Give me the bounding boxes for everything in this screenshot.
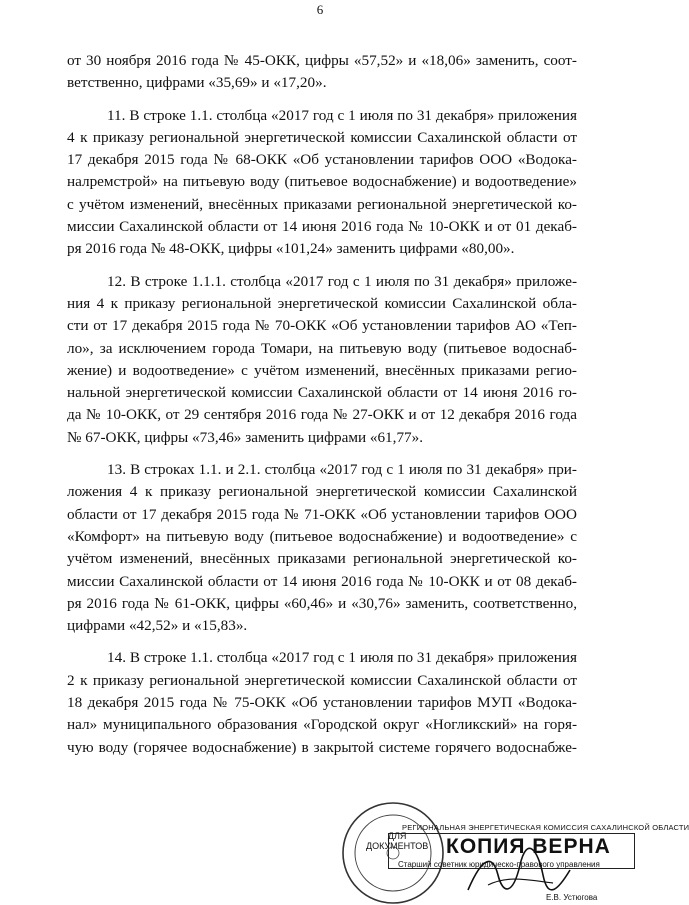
text-line: нальной энергетической комиссии Сахалинской области от 14 июня 2016 го- bbox=[67, 384, 577, 402]
text-line: ря 2016 года № 61-ОКК, цифры «60,46» и «30,76» заменить, соответственно, bbox=[67, 594, 577, 612]
text-line: 18 декабря 2015 года № 75-ОКК «Об установлении тарифов МУП «Водока- bbox=[67, 694, 577, 712]
paragraph-continuation bbox=[67, 50, 577, 95]
text-line: учётом изменений, внесённых приказами региональной энергетической ко- bbox=[67, 550, 577, 568]
certification-stamp bbox=[338, 795, 689, 905]
text-line: 4 к приказу региональной энергетической комиссии Сахалинской области от bbox=[67, 128, 577, 146]
paragraph-11 bbox=[67, 105, 577, 261]
signature-icon bbox=[458, 845, 578, 900]
text-line: 2 к приказу региональной энергетической комиссии Сахалинской области от bbox=[67, 671, 577, 689]
text-line: 13. В строках 1.1. и 2.1. столбца «2017 год с 1 июля по 31 декабря» при- bbox=[107, 461, 577, 479]
text-line: 17 декабря 2015 года № 68-ОКК «Об установлении тарифов ООО «Водока- bbox=[67, 151, 577, 169]
stamp-position: Старший советник юридическо-правового управления bbox=[398, 860, 600, 869]
page-number: 6 bbox=[316, 2, 324, 17]
text-line: № 67-ОКК, цифры «73,46» заменить цифрами «61,77». bbox=[67, 428, 424, 446]
text-line: сти от 17 декабря 2015 года № 70-ОКК «Об установлении тарифов АО «Теп- bbox=[67, 317, 577, 335]
text-line: 12. В строке 1.1.1. столбца «2017 год с 1 июля по 31 декабря» приложе- bbox=[107, 272, 577, 290]
text-line: ния 4 к приказу региональной энергетической комиссии Сахалинской обла- bbox=[67, 294, 577, 312]
stamp-docs-line: ДЛЯ bbox=[387, 831, 407, 841]
text-line: от 30 ноября 2016 года № 45-ОКК, цифры «57,52» и «18,06» заменить, соот- bbox=[67, 52, 577, 69]
document-body bbox=[67, 50, 577, 769]
stamp-docs-label bbox=[366, 831, 428, 851]
text-line: жение) и водоотведение» с учётом изменений, внесённых приказами регио- bbox=[67, 361, 577, 379]
paragraph-13 bbox=[67, 459, 577, 637]
paragraph-12 bbox=[67, 271, 577, 449]
text-line: нал» муниципального образования «Городской округ «Ногликский» на горя- bbox=[67, 716, 577, 734]
stamp-copy-verified: КОПИЯ ВЕРНА bbox=[446, 835, 611, 858]
text-line: миссии Сахалинской области от 14 июня 2016 года № 10-ОКК и от 01 декаб- bbox=[67, 218, 577, 236]
stamp-docs-line: ДОКУМЕНТОВ bbox=[366, 841, 429, 851]
stamp-signer-name: Е.В. Устюгова bbox=[546, 893, 598, 902]
text-line: ря 2016 года № 48-ОКК, цифры «101,24» заменить цифрами «80,00». bbox=[67, 240, 515, 258]
text-line: ветственно, цифрами «35,69» и «17,20». bbox=[67, 74, 327, 92]
text-line: области от 17 декабря 2015 года № 71-ОКК «Об установлении тарифов ООО bbox=[67, 505, 577, 523]
stamp-organization: РЕГИОНАЛЬНАЯ ЭНЕРГЕТИЧЕСКАЯ КОМИССИЯ САХАЛИНСКОЙ ОБЛАСТИ bbox=[402, 823, 689, 832]
text-line: с учётом изменений, внесённых приказами региональной энергетической ко- bbox=[67, 195, 577, 213]
text-line: да № 10-ОКК, от 29 сентября 2016 года № 27-ОКК и от 12 декабря 2016 года bbox=[67, 406, 577, 424]
text-line: 11. В строке 1.1. столбца «2017 год с 1 июля по 31 декабря» приложения bbox=[107, 106, 577, 124]
text-line: налремстрой» на питьевую воду (питьевое водоснабжение) и водоотведение» bbox=[67, 173, 577, 191]
text-line: чую воду (горячее водоснабжение) в закрытой системе горячего водоснабже- bbox=[67, 738, 577, 756]
paragraph-14 bbox=[67, 647, 577, 758]
text-line: миссии Сахалинской области от 14 июня 2016 года № 10-ОКК и от 08 декаб- bbox=[67, 572, 577, 590]
text-line: 14. В строке 1.1. столбца «2017 год с 1 июля по 31 декабря» приложения bbox=[107, 649, 577, 667]
text-line: ло», за исключением города Томари, на питьевую воду (питьевое водоснаб- bbox=[67, 339, 577, 357]
text-line: «Комфорт» на питьевую воду (питьевое водоснабжение) и водоотведение» с bbox=[67, 527, 577, 545]
text-line: цифрами «42,52» и «15,83». bbox=[67, 617, 248, 635]
text-line: ложения 4 к приказу региональной энергетической комиссии Сахалинской bbox=[67, 483, 577, 501]
